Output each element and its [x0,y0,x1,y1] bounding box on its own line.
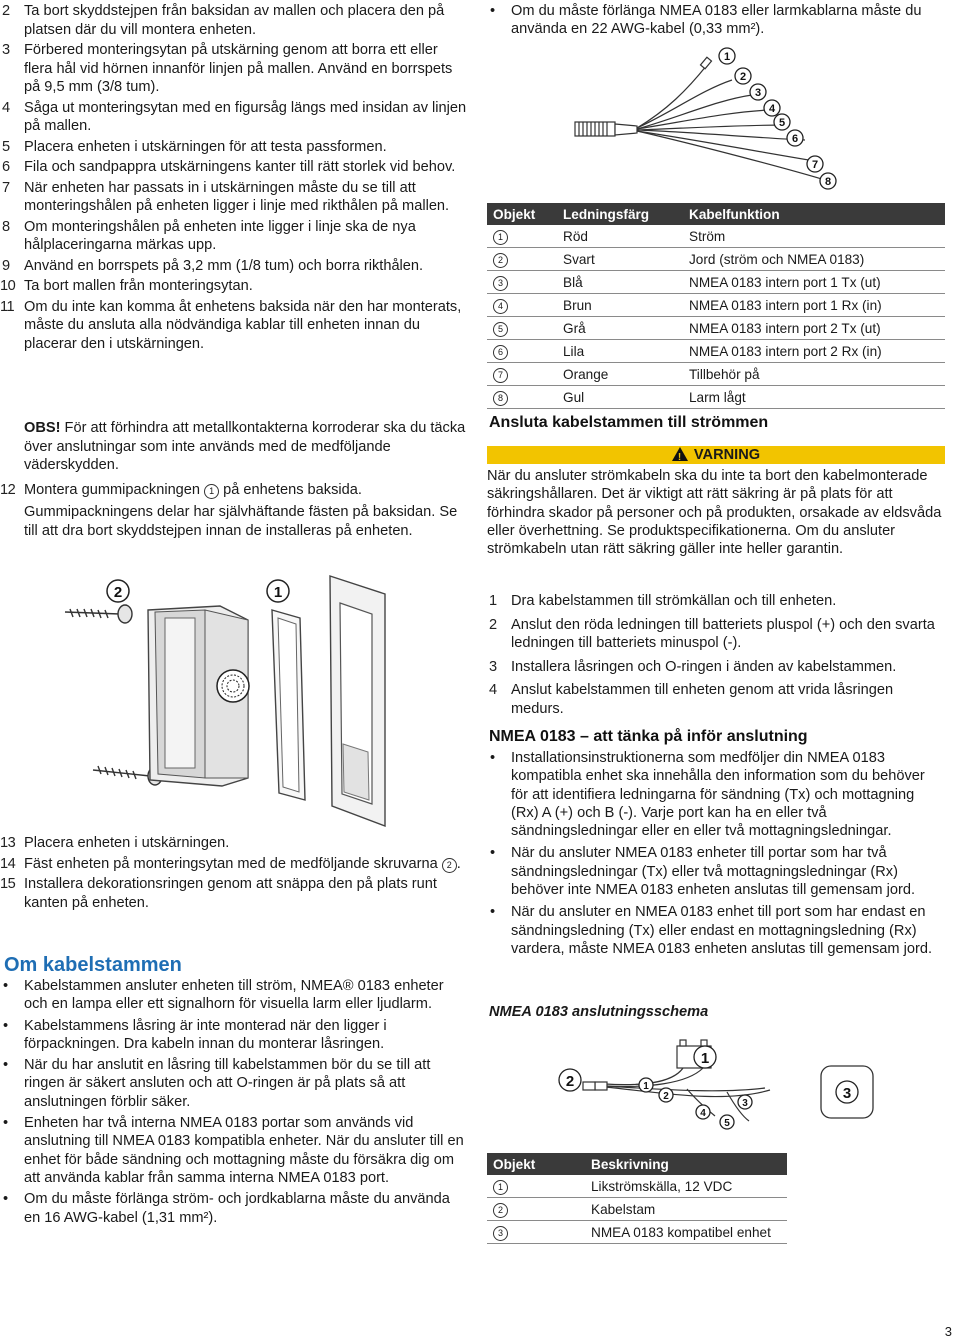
table-row [487,1221,787,1244]
step-item [0,834,470,853]
table-header: Objekt [487,1153,585,1175]
bullet-item: • Installationsinstruktionerna som medföljer din NMEA 0183 kompatibla enhet ska innehålla den information som du behöver för att identifiera ledningarna för sändning (Tx) och mottagning (Rx) A (+) och B (-). Varje port kan ha en eller två sändningsledningar eller en eller två mottagningsledningar. [487,749,945,840]
step-text: Använd en borrspets på 3,2 mm (1/8 tum) och borra rikthålen. [24,257,424,274]
step-number: 14 [0,855,16,872]
step-text: Placera enheten i utskärningen för att testa passformen. [24,138,387,155]
step-text: Installera dekorationsringen genom att snäppa den på plats runt kanten på enheten. [24,876,437,911]
wire-table-wrap [487,203,945,409]
table-cell: Blå [557,271,683,294]
step-number: 3 [2,42,11,58]
step-text: Anslut den röda ledningen till batteriets pluspol (+) och den svarta ledningen till batteriets minuspol (-). [511,616,935,651]
step-item [0,179,470,216]
bullet-item: • Kabelstammen ansluter enheten till ström, NMEA® 0183 enheter och en lampa eller ett signalhorn för visuella larm eller ljudlarm. [0,977,464,1014]
step-number: 1 [489,593,498,609]
section-heading-nmea: NMEA 0183 – att tänka på inför anslutning [489,728,808,745]
wire-color-table [487,203,945,409]
table-header: Ledningsfärg [557,203,683,225]
step-number: 13 [0,835,16,851]
warning-title: VARNING [693,447,761,463]
harness-wires [637,57,825,180]
item-number-icon: 2 [493,1203,508,1218]
step-number: 5 [2,138,11,155]
table-cell-item [487,1221,585,1244]
gasket [272,610,305,800]
bullet-item: • Enheten har två interna NMEA 0183 portar som används vid anslutning till NMEA 0183 kompatibla enheter. När du ansluter till en enhet för både sändning och mottagning måste du försäkra dig om att använda kablar från samma interna NMEA 0183 port. [0,1114,464,1187]
table-cell: NMEA 0183 intern port 1 Rx (in) [683,294,945,317]
diagram-wire-label-5: 5 [724,1118,730,1129]
warning-text: När du ansluter strömkabeln ska du inte ta bort den kabelmonterade säkringshållaren. Det är viktigt att rätt säkring är på plats för att förhindra skador på personer och på produkten, orsakade av eldsvåda eller överhettning. Se produktspecifikationerna. Om du ansluter strömkabeln utan rätt säkring gäller inte heller garantin. [487,468,942,558]
table-cell-item [487,386,557,409]
bullet-item: • Om du måste förlänga ström- och jordkablarna måste du använda en 16 AWG-kabel (1,31 mm²). [0,1190,464,1227]
step-number: 3 [489,658,498,675]
step-number: 9 [2,257,11,274]
gasket-figure [0,568,470,828]
table-cell: Likströmskälla, 12 VDC [585,1175,787,1198]
harness-connector [575,122,637,136]
step-number: 4 [489,682,498,698]
cable-harness-figure [487,40,945,200]
harness-label-4: 4 [768,103,776,115]
table-cell-item [487,294,557,317]
diagram-wire-label-1: 1 [643,1081,649,1092]
step-number: 10 [0,278,16,294]
step-item [0,99,470,136]
step-text: När enheten har passats in i utskärningen måste du se till att monteringshålen på enheten ligger i linje med rikthålen på mallen. [24,179,450,214]
table-cell-item [487,225,557,248]
table-row [487,340,945,363]
table-header: Kabelfunktion [683,203,945,225]
step-item [0,855,470,874]
table-row [487,248,945,271]
table-row [487,294,945,317]
step-number: 2 [2,3,11,19]
step-number: 4 [2,99,11,116]
table-cell: Kabelstam [585,1198,787,1221]
step-text: Ta bort skyddstejpen från baksidan av mallen och placera den på platsen där du vill montera enheten. [24,3,445,38]
diagram-label-device: 3 [842,1085,852,1102]
diagram-wire-label-4: 4 [700,1108,706,1119]
step-item [487,658,945,677]
obs-text: För att förhindra att metallkontakterna korroderar ska du täcka över anslutningar som inte används med de medföljande väderskydden. [24,420,466,473]
table-cell: Orange [557,363,683,386]
top-bullet-text: Om du måste förlänga NMEA 0183 eller larmkablarna måste du använda en 22 AWG-kabel (0,33 mm²). [511,3,922,38]
diagram-label-kabelstam: 2 [565,1073,575,1090]
nmea-bullets [487,749,945,962]
step-item [0,277,470,296]
table-header-row [487,203,945,225]
step-12-extra: Gummipackningens delar har självhäftande fästen på baksidan. Se till att dra bort skyddstejpen innan de installeras på enheten. [24,504,458,539]
step-item [0,218,470,255]
item-number-icon: 3 [493,276,508,291]
table-cell: Röd [557,225,683,248]
table-cell-item [487,271,557,294]
table-cell-item [487,340,557,363]
bullet-item: • När du ansluter en NMEA 0183 enhet till port som har endast en sändningsledning (Tx) eller endast en mottagningsledning (Rx) vardera, måste NMEA 0183 enheten anslutas till gemensam jord. [487,903,945,958]
step-text: Ta bort mallen från monteringsytan. [24,278,253,294]
warning-icon: ! [672,447,688,461]
page-number: 3 [944,1324,952,1339]
item-number-icon: 1 [493,230,508,245]
description-table-wrap [487,1153,787,1244]
table-cell-item [487,317,557,340]
step-text: Såga ut monteringsytan med en figursåg längs med insidan av linjen på mallen. [24,99,467,134]
step-item [0,875,470,912]
table-cell: Larm lågt [683,386,945,409]
callout-2-icon: 2 [442,858,457,873]
table-cell: NMEA 0183 kompatibel enhet [585,1221,787,1244]
nmea-connection-diagram [487,1026,945,1146]
table-row [487,317,945,340]
step-text: Fäst enheten på monteringsytan med de medföljande skruvarna 2 . [24,855,461,872]
table-cell: NMEA 0183 intern port 1 Tx (ut) [683,271,945,294]
step-text: Om monteringshålen på enheten inte ligger i linje ska de nya hålplaceringarna märkas upp. [24,218,416,253]
step-text-tail: . [456,855,461,872]
diagram-label-power: 1 [700,1050,710,1067]
step-text: Förbered monteringsytan på utskärning genom att borra ett eller flera hål vid hörnen innanför linjen på mallen. Använd en borrspets på 9,5 mm (3/8 tum). [24,42,453,95]
step-item [0,138,470,157]
device-body [148,606,249,786]
step-number: 8 [2,218,11,235]
harness-label-2: 2 [739,71,747,83]
item-number-icon: 7 [493,368,508,383]
table-header-row [487,1153,787,1175]
table-cell: Grå [557,317,683,340]
schema-title: NMEA 0183 anslutningsschema [489,1004,709,1020]
step-number: 15 [0,876,16,892]
steps-list-a [0,2,470,355]
harness-label-3: 3 [754,87,762,99]
diagram-wire-label-2: 2 [663,1091,669,1102]
step-12 [0,481,470,500]
top-bullet [487,2,960,39]
harness-label-8: 8 [824,176,832,188]
table-cell: NMEA 0183 intern port 2 Rx (in) [683,340,945,363]
step-text-tail: på enhetens baksida. [219,482,362,498]
obs-label: OBS! [24,420,61,436]
step-number: 11 [0,298,15,315]
table-row [487,363,945,386]
table-cell-item [487,1198,585,1221]
section-heading-power: Ansluta kabelstammen till strömmen [489,414,769,431]
step-item [487,681,945,718]
table-cell: Jord (ström och NMEA 0183) [683,248,945,271]
item-number-icon: 4 [493,299,508,314]
bullet-item: • När du ansluter NMEA 0183 enheter till portar som har två sändningsledningar (Tx) eller två mottagningsledningar (Rx) behöver inte NMEA 0183 enheten anslutas till gemensam jord. [487,844,945,899]
table-cell: Tillbehör på [683,363,945,386]
table-header: Beskrivning [585,1153,787,1175]
step-item [0,257,470,276]
diagram-wire-label-3: 3 [742,1098,748,1109]
table-cell: Lila [557,340,683,363]
step-item [487,592,945,611]
table-row [487,1175,787,1198]
step-number: 12 [0,482,16,498]
step-text: Anslut kabelstammen till enheten genom att vrida låsringen medurs. [511,682,894,717]
step-text: Montera gummipackningen [24,482,201,498]
power-steps-list [487,592,945,723]
step-text: Dra kabelstammen till strömkällan och till enheten. [511,593,837,609]
step-number: 6 [2,159,11,175]
step-text: Fila och sandpappra utskärningens kanter till rätt storlek vid behov. [24,159,456,175]
table-row [487,1198,787,1221]
table-cell: Svart [557,248,683,271]
figure-callout-2-label: 2 [113,584,123,601]
step-text: Installera låsringen och O-ringen i änden av kabelstammen. [511,658,897,675]
kabelstam-bullets [0,977,464,1230]
harness-label-6: 6 [791,133,799,145]
harness-label-1: 1 [723,51,731,63]
step-item [0,158,470,177]
harness-callouts [719,48,836,189]
item-number-icon: 8 [493,391,508,406]
table-row [487,225,945,248]
item-number-icon: 5 [493,322,508,337]
bullet-item: • Kabelstammens låsring är inte monterad när den ligger i förpackningen. Dra kabeln innan du monterar låsringen. [0,1017,464,1054]
table-row [487,386,945,409]
warning-header [487,446,945,464]
table-cell: Gul [557,386,683,409]
step-item [0,41,470,97]
figure-callout-1-label: 1 [273,584,283,601]
item-number-icon: 6 [493,345,508,360]
table-cell: Ström [683,225,945,248]
callout-1-icon: 1 [204,484,219,499]
step-text: Om du inte kan komma åt enhetens baksida när den har monterats, måste du ansluta alla nödvändiga kablar till enheten innan du placerar den i utskärningen. [24,298,462,352]
step-item [0,2,470,39]
description-table [487,1153,787,1244]
warning-box [487,446,945,558]
step-number: 2 [489,616,498,633]
item-number-icon: 1 [493,1180,508,1195]
step-text: Placera enheten i utskärningen. [24,835,230,851]
step-item [487,616,945,653]
harness-label-5: 5 [778,117,786,129]
table-cell: Brun [557,294,683,317]
step-number: 7 [2,179,11,196]
table-header: Objekt [487,203,557,225]
table-cell-item [487,248,557,271]
screw-top [65,605,132,623]
step-item [0,298,470,354]
section-heading-kabelstammen: Om kabelstammen [4,954,182,976]
harness-label-7: 7 [811,159,819,171]
table-cell-item [487,1175,585,1198]
steps-list-b [0,834,470,914]
bullet-item: • När du har anslutit en låsring till kabelstammen bör du se till att ringen är säkert ansluten och att O-ringen är på plats så att anslutningen förblir säker. [0,1056,464,1111]
item-number-icon: 2 [493,253,508,268]
table-row [487,271,945,294]
diagram-wires [583,1068,770,1121]
table-cell-item [487,363,557,386]
item-number-icon: 3 [493,1226,508,1241]
table-cell: NMEA 0183 intern port 2 Tx (ut) [683,317,945,340]
bezel-ring [330,576,385,826]
obs-note [24,419,470,475]
